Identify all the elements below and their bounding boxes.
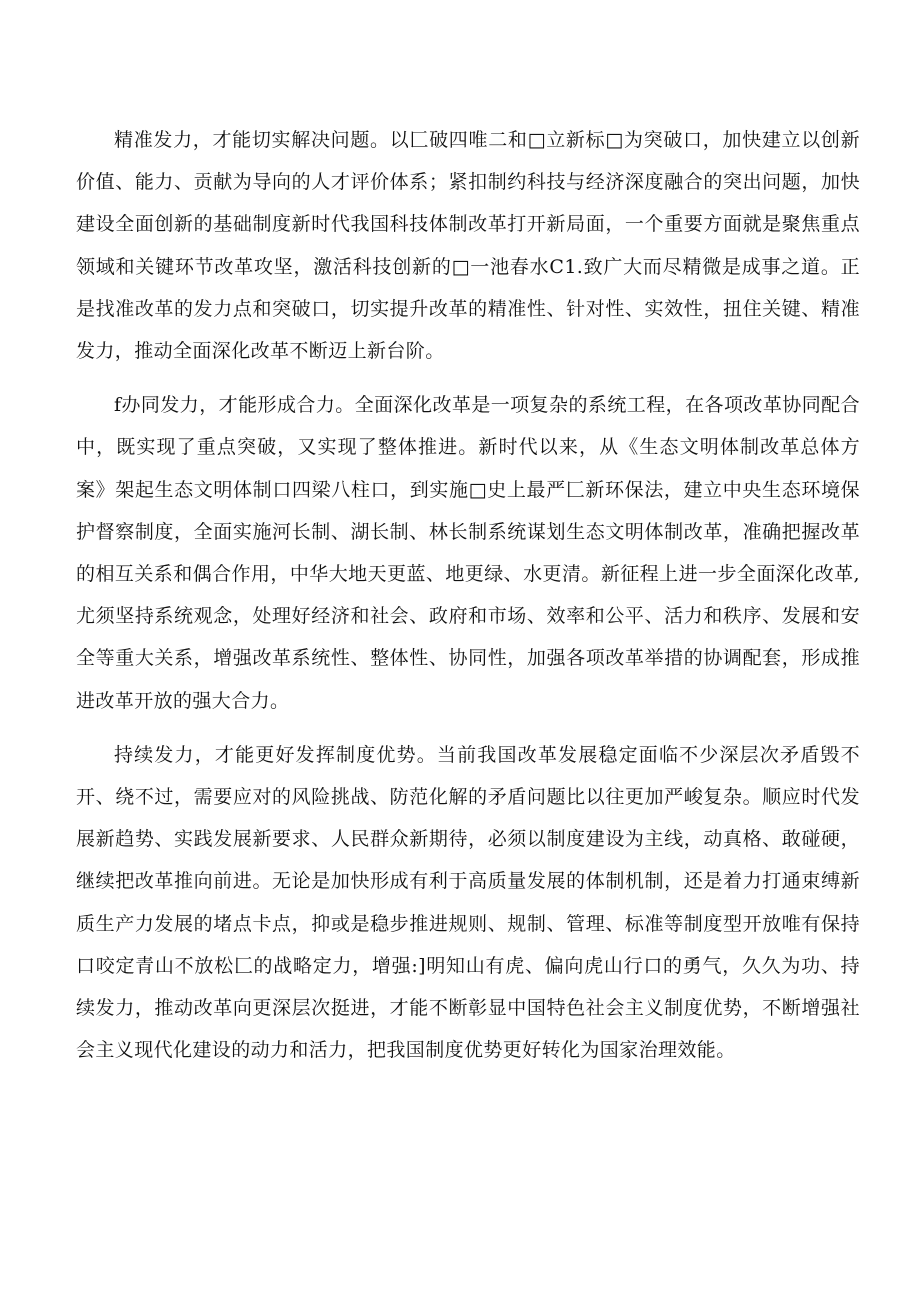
- paragraph-sustained-effort: 持续发力，才能更好发挥制度优势。当前我国改革发展稳定面临不少深层次矛盾毁不开、绕不过，需要应对的风险挑战、防范化解的矛盾问题比以往更加严峻复杂。顺应时代发展新趋势、实践发展新要求、人民群众新期待，必须以制度建设为主线，动真格、敢碰硬，继续把改革推向前进。无论是加快形成有利于高质量发展的体制机制，还是着力打通束缚新质生产力发展的堵点卡点，抑或是稳步推进规则、规制、管理、标准等制度型开放唯有保持口咬定青山不放松匚的战略定力，增强:]明知山有虎、偏向虎山行口的勇气，久久为功、持续发力，推动改革向更深层次挺进，才能不断彰显中国特色社会主义制度优势，不断增强社会主义现代化建设的动力和活力，把我国制度优势更好转化为国家治理效能。: [76, 743, 860, 1062]
- paragraph-coordinated-effort: f办同发力，才能形成合力。全面深化改革是一项复杂的系统工程，在各项改革协同配合中，既实现了重点突破，又实现了整体推进。新时代以来，从《生态文明体制改革总体方案》架起生态文明体制口四梁八柱口，到实施□史上最严匚新环保法，建立中央生态环境保护督察制度，全面实施河长制、湖长制、林长制系统谋划生态文明体制改革，准确把握改革的相互关系和偶合作用，中华大地天更蓝、地更绿、水更清。新征程上进一步全面深化改革,尤须坚持系统观念，处理好经济和社会、政府和市场、效率和公平、活力和秩序、发展和安全等重大关系，增强改革系统性、整体性、协同性，加强各项改革举措的协调配套，形成推进改革开放的强大合力。: [76, 394, 860, 712]
- document-page: [76, 119, 860, 1071]
- paragraph-precise-effort: 精准发力，才能切实解决问题。以匚破四唯二和□立新标□为突破口，加快建立以创新价值、能力、贡献为导向的人才评价体系；紧扣制约科技与经济深度融合的突出问题，加快建设全面创新的基础制度新时代我国科技体制改革打开新局面，一个重要方面就是聚焦重点领域和关键环节改革攻坚，激活科技创新的□一池春水C1.致广大而尽精微是成事之道。正是找准改革的发力点和突破口，切实提升改革的精准性、针对性、实效性，扭住关键、精准发力，推动全面深化改革不断迈上新台阶。: [76, 129, 860, 363]
